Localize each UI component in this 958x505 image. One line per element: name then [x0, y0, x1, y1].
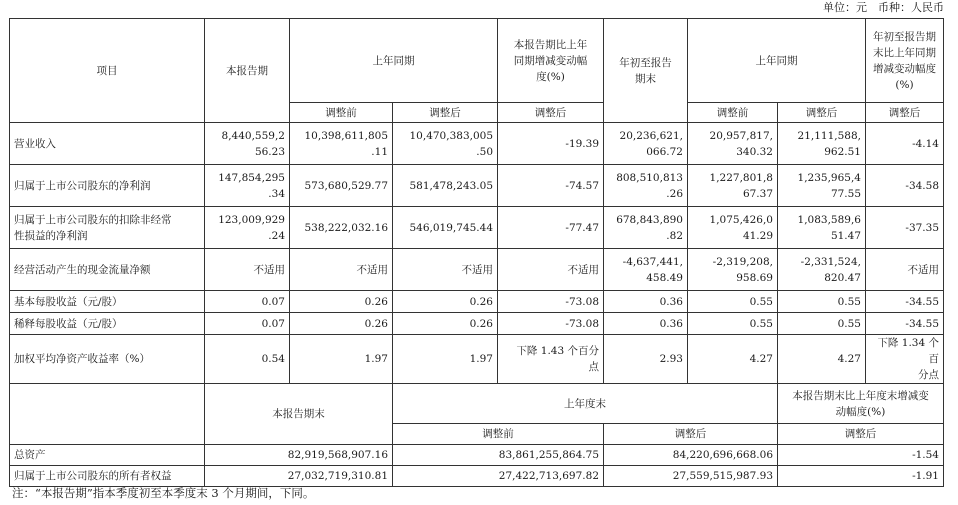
- cell-prior-before: 不适用: [290, 249, 393, 291]
- header-ytd-change-line: 末比上年同期: [873, 46, 936, 59]
- cell-prior-year-after: 27,559,515,987.93: [604, 466, 778, 487]
- header-ytd-line: 年初至报告: [619, 56, 672, 69]
- header-current-period: 本报告期: [205, 19, 290, 123]
- section2-header-after-change: 调整后: [778, 424, 944, 445]
- cell-prior-before: 1.97: [290, 335, 393, 384]
- table-row: [10, 335, 944, 384]
- header-before-adj: 调整前: [290, 103, 393, 123]
- header-after-adj-change: 调整后: [498, 103, 604, 123]
- cell-prior-after: 不适用: [393, 249, 498, 291]
- cell-ytd-prior-before: 0.55: [688, 291, 778, 313]
- cell-prior-after: 0.26: [393, 291, 498, 313]
- cell-prior-after: 546,019,745.44: [393, 207, 498, 249]
- cell-period-end: 82,919,568,907.16: [205, 445, 393, 466]
- cell-ytd-prior-after: 21,111,588, 962.51: [778, 123, 866, 165]
- cell-ytd-prior-before: 1,075,426,0 41.29: [688, 207, 778, 249]
- header-ytd-line: 期末: [635, 72, 656, 85]
- cell-ytd: 0.36: [604, 313, 688, 335]
- header-change-pct: [498, 19, 604, 103]
- cell-current: 147,854,295 .34: [205, 165, 290, 207]
- cell-ytd-change: -34.55: [866, 313, 944, 335]
- header-change-line: 同期增减变动幅: [513, 54, 588, 67]
- row-label: 加权平均净资产收益率（%）: [10, 335, 205, 384]
- cell-ytd: 2.93: [604, 335, 688, 384]
- cell-ytd-prior-after: 1,235,965,4 77.55: [778, 165, 866, 207]
- header-after-adj-ytd-change: 调整后: [866, 103, 944, 123]
- cell-current: 123,009,929 .24: [205, 207, 290, 249]
- cell-ytd-change: 不适用: [866, 249, 944, 291]
- header-after-adj-ytd-prior-2: 调整后: [778, 103, 866, 123]
- cell-ytd-prior-after: 1,083,589,6 51.47: [778, 207, 866, 249]
- header-change-line: 度(%): [536, 70, 565, 83]
- header-row-1: [10, 19, 944, 103]
- cell-prior-after: 581,478,243.05: [393, 165, 498, 207]
- row-label: 归属于上市公司股东的所有者权益: [10, 466, 205, 487]
- table-row: [10, 123, 944, 165]
- cell-ytd-prior-after: 4.27: [778, 335, 866, 384]
- cell-ytd-change: -4.14: [866, 123, 944, 165]
- cell-prior-before: 538,222,032.16: [290, 207, 393, 249]
- cell-ytd-prior-before: 1,227,801,8 67.37: [688, 165, 778, 207]
- row-label: 归属于上市公司股东的净利润: [10, 165, 205, 207]
- row-label: 归属于上市公司股东的扣除非经常 性损益的净利润: [10, 207, 205, 249]
- header-ytd-change-pct: [866, 19, 944, 103]
- cell-ytd: 0.36: [604, 291, 688, 313]
- section2-header-after: 调整后: [604, 424, 778, 445]
- cell-ytd: 20,236,621, 066.72: [604, 123, 688, 165]
- cell-ytd-prior-before: 0.55: [688, 313, 778, 335]
- cell-change: 不适用: [498, 249, 604, 291]
- header-ytd: [604, 19, 688, 123]
- cell-period-end: 27,032,719,310.81: [205, 466, 393, 487]
- header-ytd-change-line: 增减变动幅度: [873, 62, 936, 75]
- section2-header-prior-year-end: 上年度末: [393, 384, 778, 424]
- cell-prior-before: 10,398,611,805 .11: [290, 123, 393, 165]
- cell-change: -19.39: [498, 123, 604, 165]
- header-prior-same-period: 上年同期: [290, 19, 498, 103]
- cell-period-change: -1.54: [778, 445, 944, 466]
- row-label: 总资产: [10, 445, 205, 466]
- cell-period-change: -1.91: [778, 466, 944, 487]
- cell-current: 0.07: [205, 291, 290, 313]
- row-label: 营业收入: [10, 123, 205, 165]
- section2-change-line: 本报告期末比上年度末增减变: [792, 389, 929, 402]
- section2-header-row-1: [10, 384, 944, 424]
- cell-ytd-change: -37.35: [866, 207, 944, 249]
- cell-ytd-prior-after: -2,331,524, 820.47: [778, 249, 866, 291]
- cell-current: 0.54: [205, 335, 290, 384]
- cell-ytd-prior-before: 20,957,817, 340.32: [688, 123, 778, 165]
- header-ytd-change-line: 年初至报告期: [873, 30, 936, 43]
- cell-prior-year-before: 27,422,713,697.82: [393, 466, 604, 487]
- header-prior-same-period-2: 上年同期: [688, 19, 866, 103]
- cell-prior-before: 0.26: [290, 313, 393, 335]
- cell-change: 下降 1.43 个百分 点: [498, 335, 604, 384]
- cell-prior-after: 1.97: [393, 335, 498, 384]
- cell-ytd-prior-before: -2,319,208, 958.69: [688, 249, 778, 291]
- cell-change: -73.08: [498, 291, 604, 313]
- section2-change-line: 动幅度(%): [835, 405, 886, 418]
- table-row: [10, 445, 944, 466]
- cell-current: 8,440,559,2 56.23: [205, 123, 290, 165]
- table-row: [10, 466, 944, 487]
- cell-prior-after: 0.26: [393, 313, 498, 335]
- header-after-adj-ytd-prior-1: 调整前: [688, 103, 778, 123]
- header-ytd-change-line: (%): [895, 78, 914, 91]
- footnote: 注：“本报告期”指本季度初至本季度末 3 个月期间，下同。: [12, 486, 315, 500]
- financial-data-table: [9, 18, 944, 487]
- section2-header-before: 调整前: [393, 424, 604, 445]
- cell-change: -73.08: [498, 313, 604, 335]
- cell-prior-year-after: 84,220,696,668.06: [604, 445, 778, 466]
- header-item: 项目: [10, 19, 205, 123]
- cell-prior-year-before: 83,861,255,864.75: [393, 445, 604, 466]
- table-row: [10, 249, 944, 291]
- cell-ytd-prior-after: 0.55: [778, 291, 866, 313]
- cell-prior-after: 10,470,383,005 .50: [393, 123, 498, 165]
- cell-ytd: 678,843,890 .82: [604, 207, 688, 249]
- table-row: [10, 165, 944, 207]
- section2-header-change: [778, 384, 944, 424]
- cell-current: 不适用: [205, 249, 290, 291]
- row-label: 稀释每股收益（元/股）: [10, 313, 205, 335]
- cell-ytd-prior-after: 0.55: [778, 313, 866, 335]
- cell-ytd: -4,637,441, 458.49: [604, 249, 688, 291]
- cell-current: 0.07: [205, 313, 290, 335]
- section2-header-item: [10, 384, 205, 445]
- table-row: [10, 207, 944, 249]
- header-after-adj: 调整后: [393, 103, 498, 123]
- cell-ytd-change: -34.55: [866, 291, 944, 313]
- unit-currency-note: 单位：元 币种：人民币: [823, 1, 944, 14]
- header-change-line: 本报告期比上年: [513, 38, 588, 51]
- section2-header-period-end: 本报告期末: [205, 384, 393, 445]
- table-row: [10, 313, 944, 335]
- cell-change: -74.57: [498, 165, 604, 207]
- cell-prior-before: 573,680,529.77: [290, 165, 393, 207]
- row-label: 基本每股收益（元/股）: [10, 291, 205, 313]
- row-label: 经营活动产生的现金流量净额: [10, 249, 205, 291]
- cell-ytd-change: -34.58: [866, 165, 944, 207]
- cell-change: -77.47: [498, 207, 604, 249]
- cell-ytd-prior-before: 4.27: [688, 335, 778, 384]
- cell-ytd: 808,510,813 .26: [604, 165, 688, 207]
- table-row: [10, 291, 944, 313]
- cell-ytd-change: 下降 1.34 个百 分点: [866, 335, 944, 384]
- cell-prior-before: 0.26: [290, 291, 393, 313]
